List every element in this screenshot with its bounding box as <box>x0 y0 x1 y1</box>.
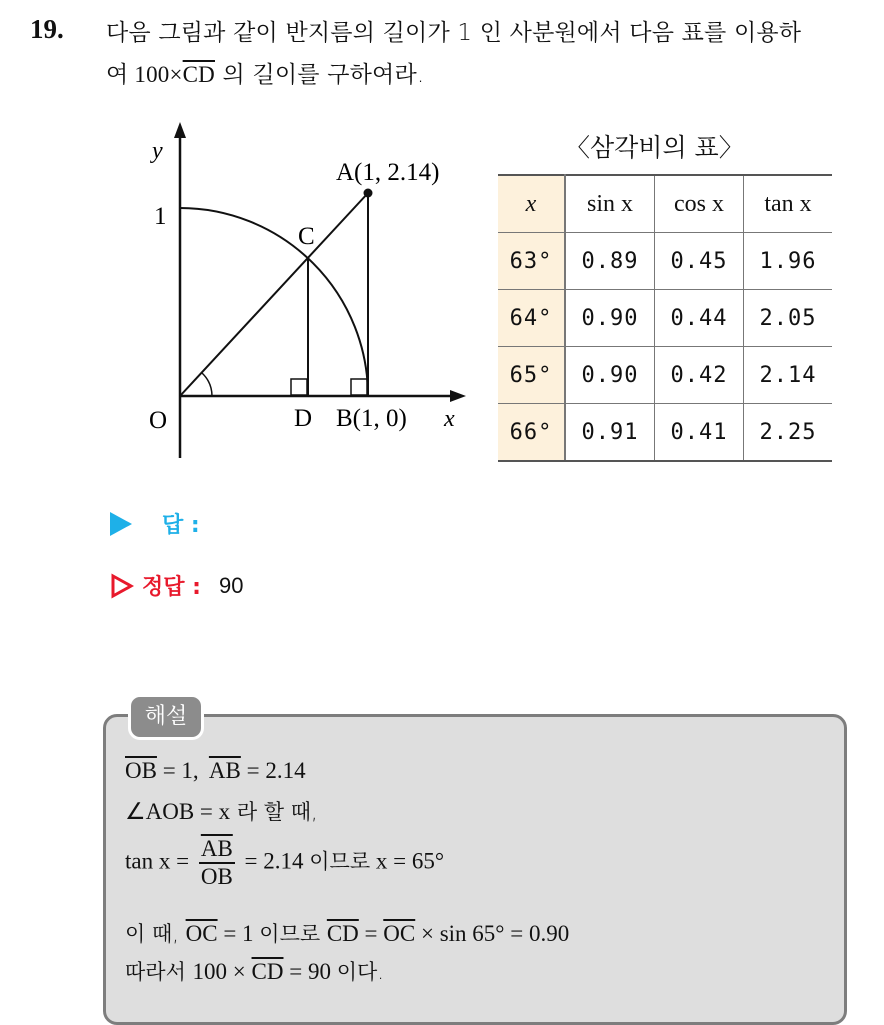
trig-table <box>498 174 832 462</box>
table-row <box>498 404 832 462</box>
label-y: y <box>152 138 163 164</box>
outline-play-icon <box>110 573 134 599</box>
point-a <box>364 189 373 198</box>
solution-line-2: ∠AOB = x 라 할 때, <box>125 799 318 824</box>
cell-cos: 0.41 <box>655 404 744 462</box>
table-header-row <box>498 175 832 233</box>
header-sin: sin x <box>565 175 655 233</box>
correct-answer-label: 정답 : <box>142 575 201 600</box>
label-c: C <box>298 223 315 250</box>
label-d: D <box>294 405 313 432</box>
solution-tab: 해설 <box>128 694 204 740</box>
label-one: 1 <box>154 203 167 230</box>
quarter-circle-figure <box>140 118 480 463</box>
table-row <box>498 347 832 404</box>
cell-angle: 66° <box>498 404 565 462</box>
cell-tan: 2.05 <box>744 290 833 347</box>
table-row <box>498 233 832 290</box>
quarter-arc <box>180 208 368 396</box>
fraction: $\frac{\overline{AB}}{OB}$ <box>200 836 233 889</box>
table-row <box>498 290 832 347</box>
cell-angle: 64° <box>498 290 565 347</box>
cell-tan: 2.25 <box>744 404 833 462</box>
cell-sin: 0.90 <box>565 290 655 347</box>
cell-sin: 0.89 <box>565 233 655 290</box>
label-x: x <box>444 406 455 432</box>
solution-line-3: tan x = $\frac{\overline{AB}}{OB}$ = 2.14 이므로 x = 65° <box>125 836 445 889</box>
cell-cos: 0.44 <box>655 290 744 347</box>
cell-cos: 0.42 <box>655 347 744 404</box>
correct-answer-value: 90 <box>218 572 244 598</box>
cell-angle: 63° <box>498 233 565 290</box>
solution-line-5: 따라서 $100 \times \overline{CD} = 90$ 이다. <box>125 959 384 984</box>
question-line-2: 여 $100\times\overline{CD}$ 의 길이를 구하여라. <box>106 62 425 88</box>
cell-angle: 65° <box>498 347 565 404</box>
header-x: x <box>498 175 565 233</box>
play-icon <box>110 512 132 536</box>
right-angle-b <box>351 379 367 395</box>
right-angle-d <box>291 379 307 395</box>
question-line-1: 다음 그림과 같이 반지름의 길이가 1 인 사분원에서 다음 표를 이용하 <box>106 20 802 46</box>
header-tan: tan x <box>744 175 833 233</box>
label-a: A(1, 2.14) <box>336 159 440 186</box>
segment-cd: $\overline{CD}$ <box>182 62 215 87</box>
header-cos: cos x <box>655 175 744 233</box>
cell-sin: 0.90 <box>565 347 655 404</box>
solution-line-4: 이 때, $\overline{OC} = 1$ 이므로 $\overline{CD} = \overline{OC} \times \sin 65^\circ = 0.90$ <box>125 921 570 946</box>
label-b: B(1, 0) <box>336 405 407 432</box>
cell-sin: 0.91 <box>565 404 655 462</box>
angle-mark-o <box>202 373 212 396</box>
label-o: O <box>149 407 168 434</box>
cell-tan: 2.14 <box>744 347 833 404</box>
solution-line-1: $\overline{OB} = 1$, $\overline{AB} = 2.14$ <box>125 758 306 783</box>
answer-row <box>110 508 200 539</box>
correct-answer-row <box>110 570 243 601</box>
x-axis-arrow <box>450 390 466 402</box>
segment-oa <box>180 193 368 396</box>
question-number: 19. <box>30 14 64 44</box>
cell-tan: 1.96 <box>744 233 833 290</box>
table-title: 〈삼각비의 표〉 <box>565 133 744 162</box>
y-axis-arrow <box>174 122 186 138</box>
cell-cos: 0.45 <box>655 233 744 290</box>
answer-label: 답 : <box>162 513 200 538</box>
